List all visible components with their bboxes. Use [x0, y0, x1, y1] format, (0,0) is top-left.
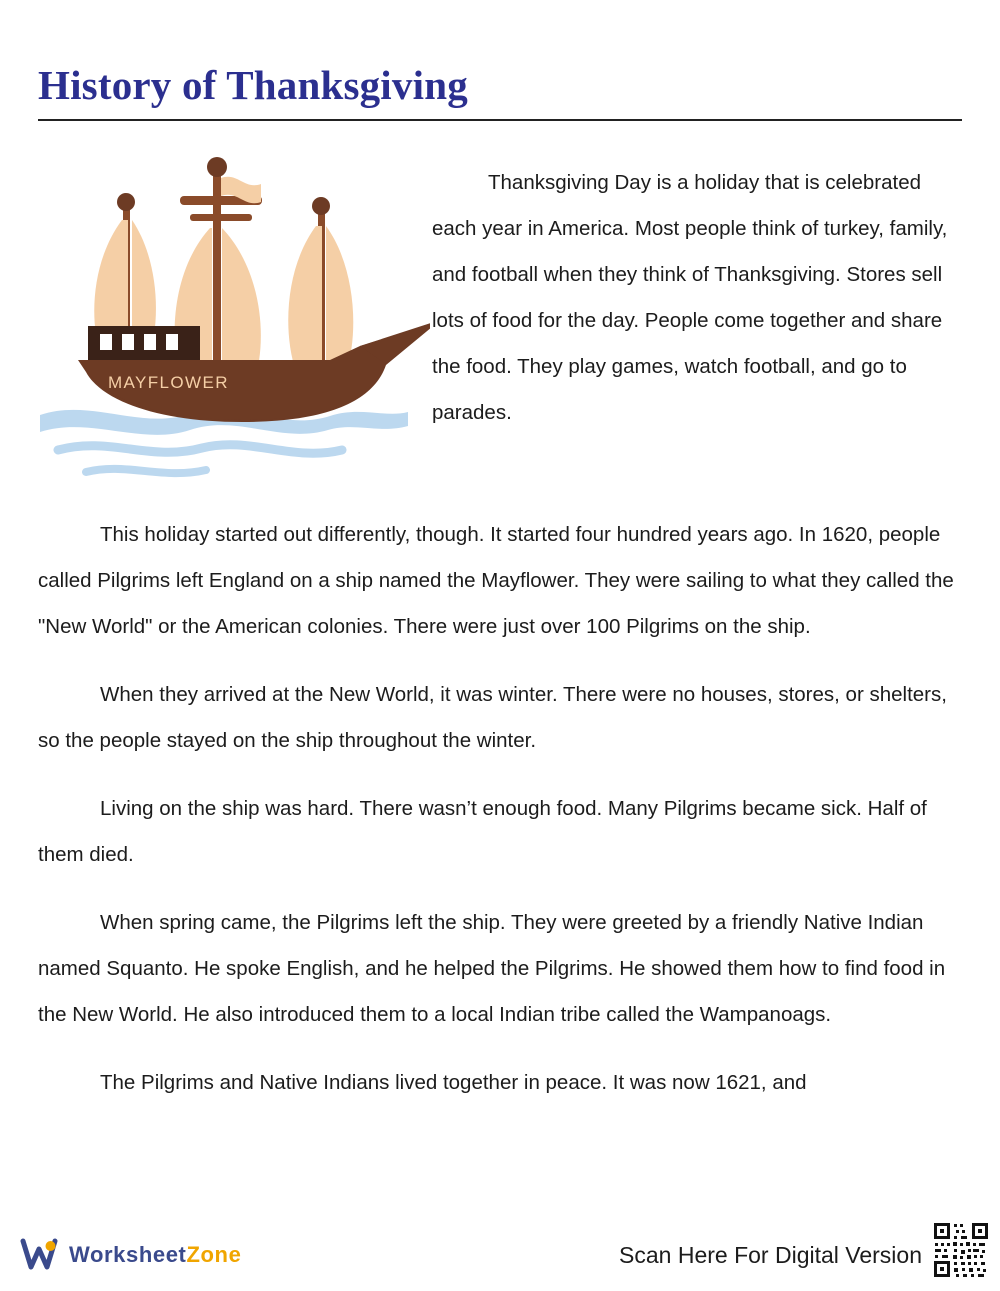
page-title: History of Thanksgiving [38, 62, 468, 108]
mayflower-ship-icon [30, 150, 430, 490]
paragraph: When spring came, the Pilgrims left the ship. They were greeted by a friendly Native Indian named Squanto. He spoke English, and he helped the Pilgrims. He showed them how to find food in the New World. He also introduced them to a local Indian tribe called the Wampanoags. [38, 911, 946, 1026]
worksheet-zone-logo[interactable] [20, 1237, 241, 1273]
title-divider [38, 119, 962, 121]
logo-mark-icon [20, 1237, 60, 1273]
logo-text [69, 1242, 241, 1268]
scan-instruction-text: Scan Here For Digital Version [619, 1242, 922, 1268]
paragraph: The Pilgrims and Native Indians lived together in peace. It was now 1621, and [100, 1071, 807, 1094]
logo-text-first: Worksheet [69, 1242, 187, 1267]
paragraph: Living on the ship was hard. There wasn’t enough food. Many Pilgrims became sick. Half of them died. [38, 797, 927, 866]
ship-name-label: MAYFLOWER [108, 373, 229, 392]
logo-text-second: Zone [186, 1242, 242, 1267]
page-footer [0, 1201, 1000, 1291]
intro-paragraph [432, 160, 962, 436]
paragraph: When they arrived at the New World, it was winter. There were no houses, stores, or shelters, so the people stayed on the ship throughout the winter. [38, 683, 947, 752]
intro-paragraph-text: Thanksgiving Day is a holiday that is celebrated each year in America. Most people think of turkey, family, and football when they think of Thanksgiving. Stores sell lots of food for the day. People come together and share the food. They play games, watch football, and go to parades. [432, 171, 948, 424]
title-block [38, 62, 962, 121]
body-text [38, 512, 964, 1128]
paragraph: This holiday started out differently, though. It started four hundred years ago. In 1620, people called Pilgrims left England on a ship named the Mayflower. They were sailing to what they called the "New World" or the American colonies. There were just over 100 Pilgrims on the ship. [38, 523, 954, 638]
qr-code-icon[interactable] [932, 1221, 990, 1279]
